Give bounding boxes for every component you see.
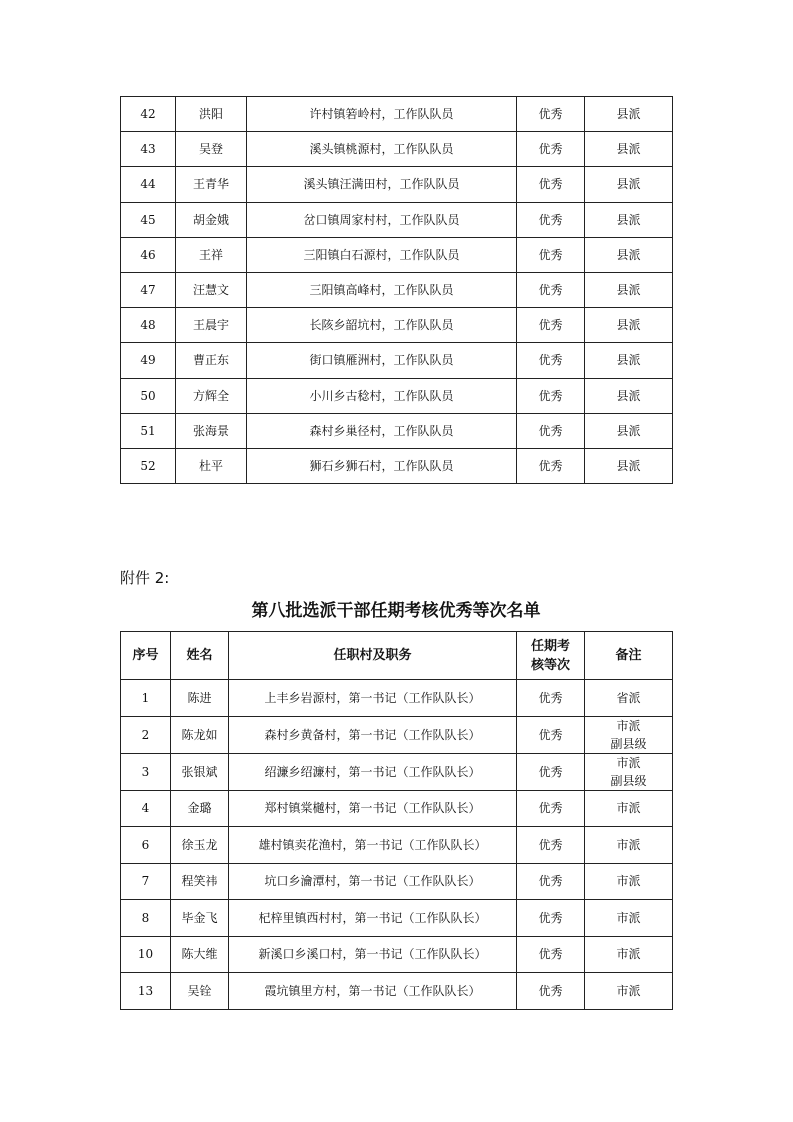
cell-rating: 优秀 bbox=[517, 97, 585, 132]
cell-rating: 优秀 bbox=[517, 272, 585, 307]
header-no: 序号 bbox=[121, 632, 171, 680]
cell-post: 郑村镇棠樾村，第一书记（工作队队长） bbox=[229, 790, 517, 827]
cell-no: 52 bbox=[121, 448, 176, 483]
cell-name: 毕金飞 bbox=[171, 900, 229, 937]
note-line-1: 市派 bbox=[616, 983, 641, 998]
cell-post: 森村乡黄备村，第一书记（工作队队长） bbox=[229, 716, 517, 753]
cell-post: 街口镇雁洲村，工作队队员 bbox=[247, 343, 517, 378]
table-row bbox=[121, 973, 673, 1010]
cell-note: 县派 bbox=[585, 343, 673, 378]
header-assessment-line2: 核等次 bbox=[530, 657, 570, 673]
cell-rating: 优秀 bbox=[517, 237, 585, 272]
table-row bbox=[121, 237, 673, 272]
table-row bbox=[121, 167, 673, 202]
cell-post: 三阳镇高峰村，工作队队员 bbox=[247, 272, 517, 307]
cell-note: 县派 bbox=[585, 308, 673, 343]
cell-rating: 优秀 bbox=[517, 827, 585, 864]
cell-name: 杜平 bbox=[176, 448, 247, 483]
table-row bbox=[121, 936, 673, 973]
cell-name: 王晨宇 bbox=[176, 308, 247, 343]
note-line-1: 市派 bbox=[616, 801, 641, 816]
table-row bbox=[121, 413, 673, 448]
note-line-1: 市派 bbox=[616, 910, 641, 925]
cell-note: 县派 bbox=[585, 167, 673, 202]
table-row bbox=[121, 790, 673, 827]
cell-no: 48 bbox=[121, 308, 176, 343]
header-post: 任职村及职务 bbox=[229, 632, 517, 680]
cell-rating: 优秀 bbox=[517, 680, 585, 717]
cell-note: 县派 bbox=[585, 272, 673, 307]
cell-note: 县派 bbox=[585, 237, 673, 272]
attachment-label: 附件 2: bbox=[120, 569, 170, 587]
cell-rating: 优秀 bbox=[517, 202, 585, 237]
cell-note bbox=[585, 827, 673, 864]
cell-no: 50 bbox=[121, 378, 176, 413]
cell-post: 杞梓里镇西村村，第一书记（工作队队长） bbox=[229, 900, 517, 937]
cell-note: 县派 bbox=[585, 448, 673, 483]
cell-note bbox=[585, 680, 673, 717]
header-assessment bbox=[517, 632, 585, 680]
cell-post: 上丰乡岩源村，第一书记（工作队队长） bbox=[229, 680, 517, 717]
cell-note: 县派 bbox=[585, 132, 673, 167]
cell-name: 洪阳 bbox=[176, 97, 247, 132]
cell-name: 方辉全 bbox=[176, 378, 247, 413]
cell-no: 8 bbox=[121, 900, 171, 937]
table-row bbox=[121, 272, 673, 307]
table-row bbox=[121, 378, 673, 413]
cell-rating: 优秀 bbox=[517, 132, 585, 167]
cell-note bbox=[585, 790, 673, 827]
cell-name: 陈进 bbox=[171, 680, 229, 717]
cell-name: 陈龙如 bbox=[171, 716, 229, 753]
cell-name: 吴登 bbox=[176, 132, 247, 167]
cell-rating: 优秀 bbox=[517, 378, 585, 413]
cell-rating: 优秀 bbox=[517, 343, 585, 378]
cell-name: 王青华 bbox=[176, 167, 247, 202]
cell-note bbox=[585, 863, 673, 900]
cell-post: 三阳镇白石源村，工作队队员 bbox=[247, 237, 517, 272]
cell-no: 43 bbox=[121, 132, 176, 167]
cell-no: 13 bbox=[121, 973, 171, 1010]
cell-note bbox=[585, 716, 673, 753]
note-line-1: 市派 bbox=[616, 837, 641, 852]
cell-no: 6 bbox=[121, 827, 171, 864]
header-name: 姓名 bbox=[171, 632, 229, 680]
cell-note: 县派 bbox=[585, 202, 673, 237]
table-header bbox=[121, 632, 673, 680]
cell-note: 县派 bbox=[585, 413, 673, 448]
table-row bbox=[121, 680, 673, 717]
table-body bbox=[121, 680, 673, 1010]
table-continued-list bbox=[120, 96, 673, 484]
cell-name: 胡金娥 bbox=[176, 202, 247, 237]
cell-no: 49 bbox=[121, 343, 176, 378]
cell-rating: 优秀 bbox=[517, 413, 585, 448]
cell-post: 许村镇箬岭村，工作队队员 bbox=[247, 97, 517, 132]
cell-name: 程笑祎 bbox=[171, 863, 229, 900]
note-line-1: 省派 bbox=[616, 690, 641, 705]
cell-no: 45 bbox=[121, 202, 176, 237]
table-row bbox=[121, 900, 673, 937]
cell-note bbox=[585, 973, 673, 1010]
document-title: 第八批选派干部任期考核优秀等次名单 bbox=[251, 601, 541, 621]
note-line-1: 市派 bbox=[616, 947, 641, 962]
cell-rating: 优秀 bbox=[517, 448, 585, 483]
cell-no: 1 bbox=[121, 680, 171, 717]
cell-rating: 优秀 bbox=[517, 716, 585, 753]
cell-name: 吴铨 bbox=[171, 973, 229, 1010]
cell-no: 4 bbox=[121, 790, 171, 827]
cell-post: 溪头镇桃源村，工作队队员 bbox=[247, 132, 517, 167]
cell-rating: 优秀 bbox=[517, 790, 585, 827]
header-note: 备注 bbox=[585, 632, 673, 680]
table-row bbox=[121, 716, 673, 753]
note-line-2: 副县级 bbox=[610, 773, 647, 788]
table-row bbox=[121, 343, 673, 378]
cell-post: 岔口镇周家村村，工作队队员 bbox=[247, 202, 517, 237]
cell-no: 44 bbox=[121, 167, 176, 202]
cell-name: 王祥 bbox=[176, 237, 247, 272]
cell-no: 10 bbox=[121, 936, 171, 973]
table-row bbox=[121, 827, 673, 864]
cell-post: 小川乡古稔村，工作队队员 bbox=[247, 378, 517, 413]
cell-name: 金璐 bbox=[171, 790, 229, 827]
cell-note bbox=[585, 753, 673, 790]
cell-no: 42 bbox=[121, 97, 176, 132]
note-line-1: 市派 bbox=[616, 718, 641, 733]
cell-note: 县派 bbox=[585, 97, 673, 132]
cell-no: 46 bbox=[121, 237, 176, 272]
table-excellent-cadres bbox=[120, 631, 673, 1010]
cell-post: 森村乡巢径村，工作队队员 bbox=[247, 413, 517, 448]
cell-rating: 优秀 bbox=[517, 753, 585, 790]
cell-post: 霞坑镇里方村，第一书记（工作队队长） bbox=[229, 973, 517, 1010]
header-row bbox=[121, 632, 673, 680]
cell-name: 曹正东 bbox=[176, 343, 247, 378]
cell-rating: 优秀 bbox=[517, 308, 585, 343]
table-row bbox=[121, 753, 673, 790]
note-line-1: 市派 bbox=[616, 755, 641, 770]
table-body bbox=[121, 97, 673, 484]
cell-no: 7 bbox=[121, 863, 171, 900]
cell-no: 3 bbox=[121, 753, 171, 790]
cell-name: 张海景 bbox=[176, 413, 247, 448]
table-row bbox=[121, 863, 673, 900]
cell-name: 陈大维 bbox=[171, 936, 229, 973]
cell-post: 狮石乡狮石村，工作队队员 bbox=[247, 448, 517, 483]
cell-no: 2 bbox=[121, 716, 171, 753]
table-row bbox=[121, 202, 673, 237]
cell-rating: 优秀 bbox=[517, 936, 585, 973]
table-row bbox=[121, 97, 673, 132]
cell-no: 51 bbox=[121, 413, 176, 448]
table-row bbox=[121, 448, 673, 483]
cell-rating: 优秀 bbox=[517, 863, 585, 900]
note-line-1: 市派 bbox=[616, 874, 641, 889]
table-row bbox=[121, 308, 673, 343]
cell-post: 雄村镇卖花渔村，第一书记（工作队队长） bbox=[229, 827, 517, 864]
note-line-2: 副县级 bbox=[610, 736, 647, 751]
header-assessment-line1: 任期考 bbox=[530, 638, 570, 654]
cell-rating: 优秀 bbox=[517, 167, 585, 202]
cell-name: 徐玉龙 bbox=[171, 827, 229, 864]
cell-no: 47 bbox=[121, 272, 176, 307]
cell-rating: 优秀 bbox=[517, 900, 585, 937]
cell-name: 张银斌 bbox=[171, 753, 229, 790]
cell-name: 汪慧文 bbox=[176, 272, 247, 307]
cell-note bbox=[585, 936, 673, 973]
cell-post: 坑口乡瀹潭村，第一书记（工作队队长） bbox=[229, 863, 517, 900]
cell-post: 长陔乡韶坑村，工作队队员 bbox=[247, 308, 517, 343]
table-row bbox=[121, 132, 673, 167]
cell-rating: 优秀 bbox=[517, 973, 585, 1010]
cell-post: 溪头镇汪满田村，工作队队员 bbox=[247, 167, 517, 202]
cell-note bbox=[585, 900, 673, 937]
cell-post: 新溪口乡溪口村，第一书记（工作队队长） bbox=[229, 936, 517, 973]
cell-post: 绍濂乡绍濂村，第一书记（工作队队长） bbox=[229, 753, 517, 790]
cell-note: 县派 bbox=[585, 378, 673, 413]
